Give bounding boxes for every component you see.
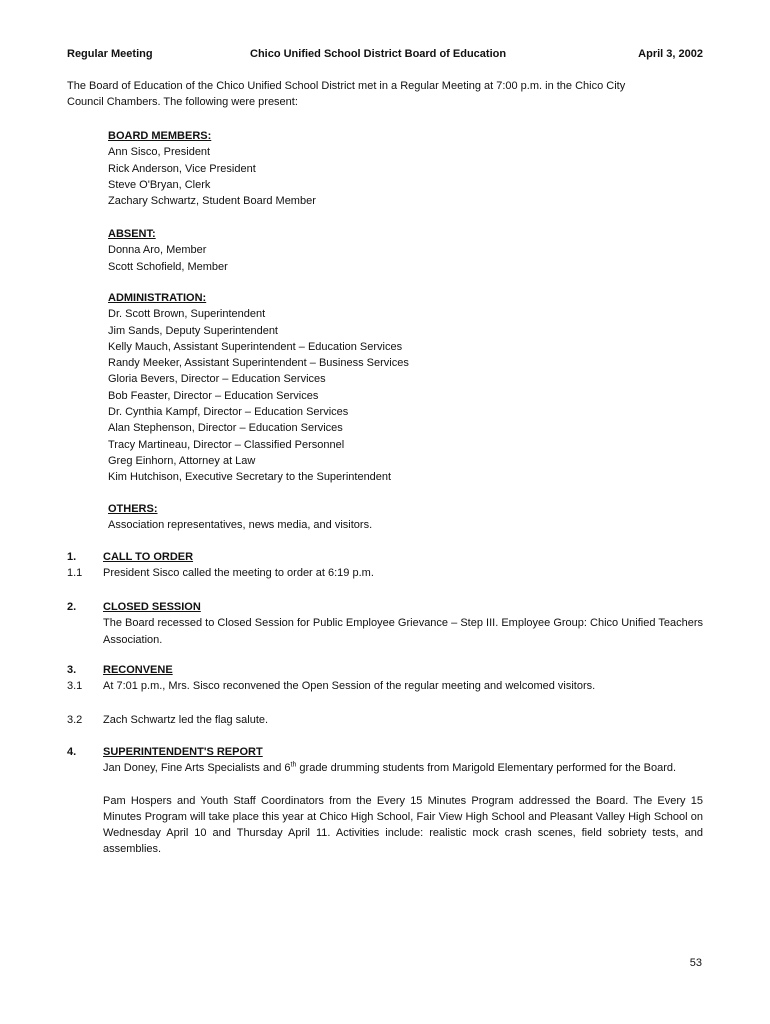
administrator: Bob Feaster, Director – Education Services (108, 389, 319, 402)
section-title: CLOSED SESSION (103, 601, 201, 613)
others-entry: Association representatives, news media, and visitors. (108, 519, 373, 532)
header-organization: Chico Unified School District Board of Education (250, 48, 507, 60)
report-paragraph-start: Jan Doney, Fine Arts Specialists and 6 (103, 762, 291, 775)
section-text: Pam Hospers and Youth Staff Coordinators from the Every 15 Minutes Program addressed the Board. The Every 15 Minutes Program will take place this year at Chico High School, Fair View High School and Pleasant Valley High School on Wednesday April 10 and Thursday April 11. Activities include: realistic mock crash scenes, field sobriety tests, and assemblies. (103, 794, 703, 856)
absent-member: Scott Schofield, Member (108, 260, 228, 273)
others-block (108, 501, 698, 534)
administrator: Jim Sands, Deputy Superintendent (108, 324, 278, 337)
section-text: The Board recessed to Closed Session for Public Employee Grievance – Step III. Employee Group: Chico Unified Teachers Association. (103, 617, 703, 646)
section-number: 1. (67, 551, 77, 563)
administration-block (108, 290, 698, 486)
administrator: Tracy Martineau, Director – Classified Personnel (108, 438, 345, 451)
absent-block (108, 226, 698, 275)
section-text (103, 760, 703, 776)
administrator: Dr. Cynthia Kampf, Director – Education Services (108, 406, 349, 419)
section-title: RECONVENE (103, 664, 173, 676)
intro-line: The Board of Education of the Chico Unified School District met in a Regular Meeting at 7:00 p.m. in the Chico City (67, 80, 626, 92)
subsection-number: 1.1 (67, 567, 83, 580)
absent-member: Donna Aro, Member (108, 244, 207, 257)
ordinal-suffix: th (290, 761, 297, 769)
section-reconvene (67, 662, 703, 695)
section-number: 4. (67, 746, 77, 758)
page-number: 53 (689, 957, 702, 969)
page-header (67, 46, 703, 62)
board-members-block (108, 128, 698, 209)
section-text: President Sisco called the meeting to order at 6:19 p.m. (103, 567, 374, 580)
section-call-to-order (67, 549, 703, 582)
subsection-number: 3.1 (67, 680, 83, 693)
section-text: At 7:01 p.m., Mrs. Sisco reconvened the Open Session of the regular meeting and welcomed visitors. (103, 680, 596, 693)
section-text: Zach Schwartz led the flag salute. (103, 714, 269, 726)
board-members-heading: BOARD MEMBERS: (108, 130, 212, 142)
administrator: Alan Stephenson, Director – Education Services (108, 422, 343, 435)
section-title: SUPERINTENDENT'S REPORT (103, 746, 263, 758)
administration-heading: ADMINISTRATION: (108, 292, 207, 304)
board-member: Steve O'Bryan, Clerk (108, 178, 211, 191)
section-flag-salute (67, 712, 703, 728)
report-paragraph-end: grade drumming students from Marigold Elementary performed for the Board. (296, 762, 677, 775)
header-meeting-type: Regular Meeting (67, 48, 153, 60)
section-title: CALL TO ORDER (103, 551, 194, 563)
administrator: Kelly Mauch, Assistant Superintendent – Education Services (108, 340, 403, 353)
subsection-number: 3.2 (67, 714, 83, 726)
administrator: Dr. Scott Brown, Superintendent (108, 308, 266, 321)
section-number: 3. (67, 664, 77, 676)
intro-line: Council Chambers. The following were present: (67, 96, 298, 109)
absent-heading: ABSENT: (108, 228, 156, 240)
header-date: April 3, 2002 (638, 48, 703, 60)
section-superintendent-report (67, 744, 703, 858)
administrator: Randy Meeker, Assistant Superintendent – Business Services (108, 357, 409, 370)
section-number: 2. (67, 601, 77, 613)
administrator: Kim Hutchison, Executive Secretary to the Superintendent (108, 471, 392, 484)
board-member: Rick Anderson, Vice President (108, 162, 256, 175)
intro-paragraph (67, 78, 703, 111)
section-closed-session (67, 599, 703, 648)
board-member: Ann Sisco, President (108, 146, 211, 159)
administrator: Greg Einhorn, Attorney at Law (108, 454, 256, 467)
administrator: Gloria Bevers, Director – Education Services (108, 373, 326, 386)
board-member: Zachary Schwartz, Student Board Member (108, 195, 316, 208)
others-heading: OTHERS: (108, 503, 158, 515)
